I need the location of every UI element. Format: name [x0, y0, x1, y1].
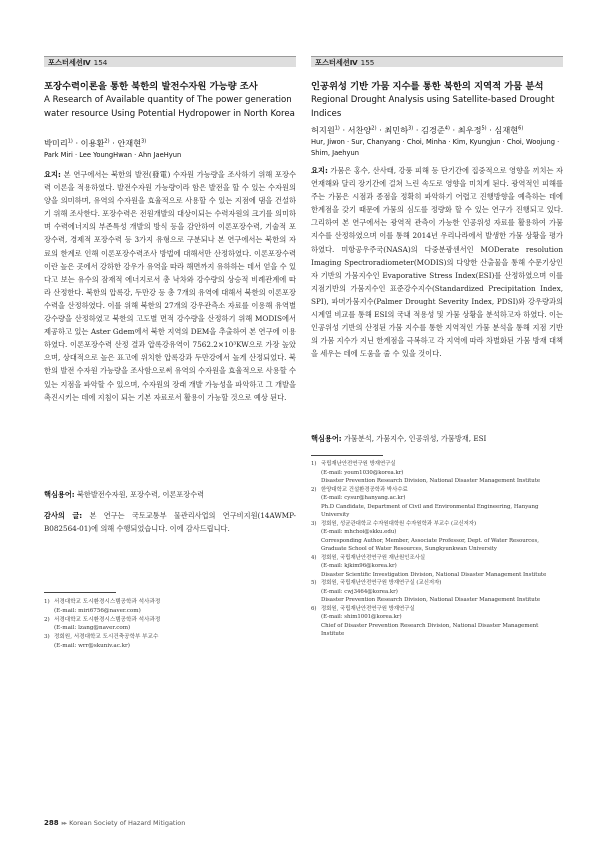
title-english: Regional Drought Analysis using Satellite-based Drought Indices [311, 95, 555, 119]
footnote-item: 3) 정회원, 서경대학교 도시건축공학부 부교수 (E-mail: wrr@skuniv.ac.kr) [44, 634, 159, 649]
authors-english: Park Miri · Lee YoungHwan · Ahn JaeHyun [44, 151, 182, 159]
session-number: 154 [93, 58, 108, 67]
title-korean: 포장수력이론을 통한 북한의 발전수자원 가능량 조사 [44, 81, 258, 92]
footnote-item: 5) 정회원, 국립재난안전연구원 방재연구실 (교신저자) (E-mail: cwj3464@korea.kr) Disaster Prevention Research Division, National Disaster Management Institute [311, 580, 541, 603]
session-header [44, 56, 296, 67]
footnote-item: 3) 정회원, 성균관대학교 수자원대학원 수자원학과 부교수 (교신저자) (E-mail: mhchoi@skku.edu) Corresponding Author, Member, Associate Professor, Dept. of Water Resources, Graduate School of Water Resources, Sungkyunkwan University [311, 520, 539, 552]
session-label [315, 57, 374, 68]
society-name: Korean Society of Hazard Mitigation [69, 819, 186, 827]
footnote-item: 6) 정회원, 국립재난안전연구원 방재연구실 (E-mail: shim1001@korea.kr) Chief of Disaster Prevention Research Division, National Disaster Management Institute [311, 605, 539, 637]
abstract-text: 가뭄은 홍수, 산사태, 강풍 피해 등 단기간에 집중적으로 영향을 끼치는 자연재해와 달리 장기간에 걸쳐 느린 속도로 영향을 미치게 된다. 광역적인 피해를 주는 가뭄은 시점과 종점을 정확히 파악하기 어렵고 진행방향을 예측하는 데에 한계점을 갖기 때문에 가뭄의 심도를 정량화 할 수 있는 연구가 진행되고 있다. 그리하여 본 연구에서는 광역적 관측이 가능한 인공위성 자료를 활용하여 가뭄 지수를 산정하였으며 이를 통해 2014년 우리나라에서 발생한 가뭄 상황을 평가 하였다. 미항공우주국(NASA)의 다중분광센서인 MODerate resolution Imaging Spectroradiometer(MODIS)의 다양한 산출물을 통해 수문기상인자 기반의 가뭄지수인 Evaporative Stress Index(ESI)를 산정하였으며 이를 지점기반의 가뭄지수인 표준강수지수(Standardized Precipitation Index, SPI), 파머가뭄지수(Palmer Drought Severity Index, PDSI)와 강우량과의 시계열 비교를 통해 ESI의 국내 적용성 및 가뭄 상황을 분석하고자 하였다. 이는 인공위성 기반의 산정된 가뭄 지수를 통한 지역적인 가뭄 분석을 통해 지점 기반의 가뭄 지수가 지닌 한계점을 극복하고 각 지역에 따라 차별화된 가뭄 방재 대책을 세우는 데에 도움을 줄 수 있을 것이다. [311, 166, 563, 359]
footnote-item: 2) 한양대학교 건설환경공학과 박사수료 (E-mail: cysur@hanyang.ac.kr) Ph.D Candidate, Department of Civil and Environmental Engineering, Hanyang University [311, 486, 539, 518]
session-label [48, 57, 107, 68]
keywords-label: 핵심용어: [311, 434, 342, 443]
ack-label: 감사의 글: [44, 511, 83, 520]
session-name: 포스터세션Ⅳ [48, 58, 91, 67]
page-footer [44, 819, 185, 829]
keywords [44, 488, 296, 501]
page-number: 288 [44, 819, 59, 827]
abstract [44, 168, 296, 404]
abstract-label: 요지: [311, 166, 328, 175]
keywords-text: 가뭄분석, 가뭄지수, 인공위성, 가뭄방재, ESI [343, 434, 487, 443]
title-korean: 인공위성 기반 가뭄 지수를 통한 북한의 지역적 가뭄 분석 [311, 81, 544, 92]
footnotes [44, 598, 296, 651]
footnote-item: 2) 서경대학교 도시환경시스템공학과 석사과정 (E-mail: lzang@naver.com) [44, 616, 161, 632]
arrow-icon: ▸▸ [61, 819, 67, 827]
abstract-label: 요지: [44, 170, 61, 179]
footnote-item: 1) 국립재난안전연구원 방재연구실 (E-mail: youm1030@korea.kr) Disaster Prevention Research Division, National Disaster Management Institute [311, 461, 541, 484]
abstract-text: 본 연구에서는 북한의 발전(發電) 수자원 가능량을 조사하기 위해 포장수력 이론을 적용하였다. 발전수자원 가능량이라 함은 발전을 할 수 있는 수자원의 양을 의미하며, 유역의 수자원을 효율적으로 사용할 수 있는 지점에 댐을 건설하기 위해 조사한다. 포장수력은 전원개발의 대상이되는 수력자원의 크기를 의미하며 수력에너지의 부존특성 개발의 방식 등을 감안하여 이론포장수력, 기술적 포장수력, 경제적 포장수력 등 3가지 유형으로 구분되나 본 연구에서는 북한의 자료의 한계로 인해 이론포장수력조사 방법에 대해서만 산정하였다. 이론포장수력이란 높은 곳에서 강하한 강우가 유역을 따라 해면까지 유하하는 데서 얻을 수 있다고 보는 유수의 잠재적 에너지로서 총 낙차와 강수량의 상승적 비례관계에 따라 산정한다. 북한의 압록강, 두만강 등 총 7개의 유역에 대해서 북한의 이론포장수력을 산정하였다. 이를 위해 북한의 27개의 강우관측소 자료를 이용해 유역별 강수량을 산정하였고 북한의 고도별 면적 강수량을 산정하기 위해 MODIS에서 제공하고 있는 Aster Gdem에서 북한 지역의 DEM을 추출하여 본 연구에 이용하였다. 이론포장수력 산정 결과 압록강유역이 7562.2×10³KW으로 가장 높았으며, 상대적으로 높은 표고에 위치한 압록강과 두만강에서 높게 산정되었다. 북한의 발전 수자원 가능량을 조사함으로써 유역의 수자원을 효율적으로 사용할 수 있는 지점을 파악할 수 있으며, 수자원의 장래 개발 가능성을 파악하고 그 개발을 촉진시키는 데에 지침이 되는 기본 자료로서 활용이 가능할 것으로 예상 된다. [44, 170, 296, 402]
authors-korean: 허지원$^{1)}$ · 서찬양$^{2)}$ · 최민하$^{3)}$ · 김경준$^{4)}$ · 최우정$^{5)}$ · 심재현$^{6)}$ [311, 125, 524, 135]
ack-text: 본 연구는 국토교통부 물관리사업의 연구비지원(14AWMP-B082564-01)에 의해 수행되었습니다. 이에 감사드립니다. [44, 511, 296, 533]
session-name: 포스터세션Ⅳ [315, 58, 358, 67]
session-header [311, 56, 563, 67]
footnote-rule [44, 592, 116, 593]
acknowledgement [44, 509, 296, 535]
abstract [311, 164, 563, 360]
footnote-item: 1) 서경대학교 도시환경시스템공학과 석사과정 (E-mail: miri6756@naver.com) [44, 599, 161, 614]
footnote-rule [311, 455, 383, 456]
session-number: 155 [360, 58, 375, 67]
footnote-item: 4) 정회원, 국립재난안전연구원 재난원인조사실 (E-mail: kjkim96@korea.kr) Disaster Scientific Investigation Division, National Disaster Management Institute [311, 554, 547, 578]
authors-korean: 박미리$^{1)}$ · 이용환$^{2)}$ · 안재현$^{3)}$ [44, 138, 147, 148]
keywords-text: 북한발전수자원, 포장수력, 이론포장수력 [76, 490, 205, 499]
footnotes [311, 460, 563, 639]
keywords-label: 핵심용어: [44, 490, 75, 499]
title-english: A Research of Available quantity of The power generation water resource Using Potential Hydropower in North Korea [44, 95, 295, 119]
authors-english: Hur, Jiwon · Sur, Chanyang · Choi, Minha · Kim, Kyungjun · Choi, Woojung · Shim, Jaehyun [311, 138, 560, 157]
keywords [311, 432, 563, 445]
